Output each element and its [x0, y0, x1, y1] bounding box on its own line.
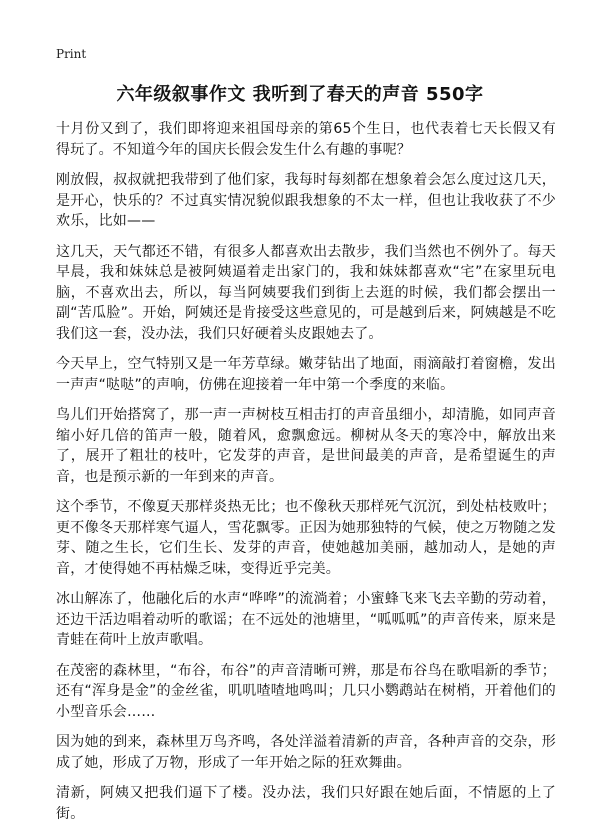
print-link[interactable]: Print	[56, 47, 87, 61]
article-paragraph: 清新，阿姨又把我们逼下了楼。没办法，我们只好跟在她后面，不情愿的上了街。	[56, 785, 556, 822]
article-title: 六年级叙事作文 我听到了春天的声音 550字	[116, 84, 484, 105]
article-paragraph: 因为她的到来，森林里万鸟齐鸣，各处洋溢着清新的声音，各种声音的交杂，形成了她，形成了万物，形成了一年开始之际的狂欢舞曲。	[56, 734, 556, 771]
article-paragraph: 今天早上，空气特别又是一年芳草绿。嫩芽钻出了地面，雨滴敲打着窗檐，发出一声声“哒哒”的声响，仿佛在迎接着一年中第一个季度的来临。	[56, 356, 556, 393]
article-paragraph: 十月份又到了，我们即将迎来祖国母亲的第65个生日，也代表着七天长假又有得玩了。不知道今年的国庆长假会发生什么有趣的事呢？	[56, 121, 556, 158]
article-paragraph: 这几天，天气都还不错，有很多人都喜欢出去散步，我们当然也不例外了。每天早晨，我和妹妹总是被阿姨逼着走出家门的，我和妹妹都喜欢“宅”在家里玩电脑，不喜欢出去，所以，每当阿姨要我们到街上去逛的时候，我们都会摆出一副“苦瓜脸”。开始，阿姨还是肯接受这些意见的，可是越到后来，阿姨越是不吃我们这一套，没办法，我们只好硬着头皮跟她去了。	[56, 243, 556, 342]
article-paragraph: 鸟儿们开始搭窝了，那一声一声树枝互相击打的声音虽细小，却清脆，如同声音缩小好几倍的笛声一般，随着风，愈飘愈远。柳树从冬天的寒冷中，解放出来了，展开了粗壮的枝叶，它发芽的声音，是世间最美的声音，是希望诞生的声音，也是预示新的一年到来的声音。	[56, 407, 556, 485]
article-paragraph: 刚放假，叔叔就把我带到了他们家，我每时每刻都在想象着会怎么度过这几天，是开心，快乐的？不过真实情况貌似跟我想象的不太一样，但也让我收获了不少欢乐，比如——	[56, 172, 556, 229]
article-paragraph: 这个季节，不像夏天那样炎热无比；也不像秋天那样死气沉沉，到处枯枝败叶；更不像冬天那样寒气逼人，雪花飘零。正因为她那独特的气候，使之万物随之发芽、随之生长，它们生长、发芽的声音，使她越加美丽，越加动人，是她的声音，才使得她不再枯燥乏味，变得近乎完美。	[56, 499, 556, 577]
article-body	[56, 119, 556, 834]
article-paragraph: 在茂密的森林里，“布谷，布谷”的声音清晰可辨，那是布谷鸟在歌唱新的季节；还有“浑身是金”的金丝雀，叽叽喳喳地鸣叫；几只小鹦鹉站在树梢，开着他们的小型音乐会……	[56, 662, 556, 720]
article-paragraph: 冰山解冻了，他融化后的水声“哗哗”的流淌着；小蜜蜂飞来飞去辛勤的劳动着，还边干活边唱着动听的歌谣；在不远处的池塘里，“呱呱呱”的声音传来，原来是青蛙在荷叶上放声歌唱。	[56, 591, 556, 648]
